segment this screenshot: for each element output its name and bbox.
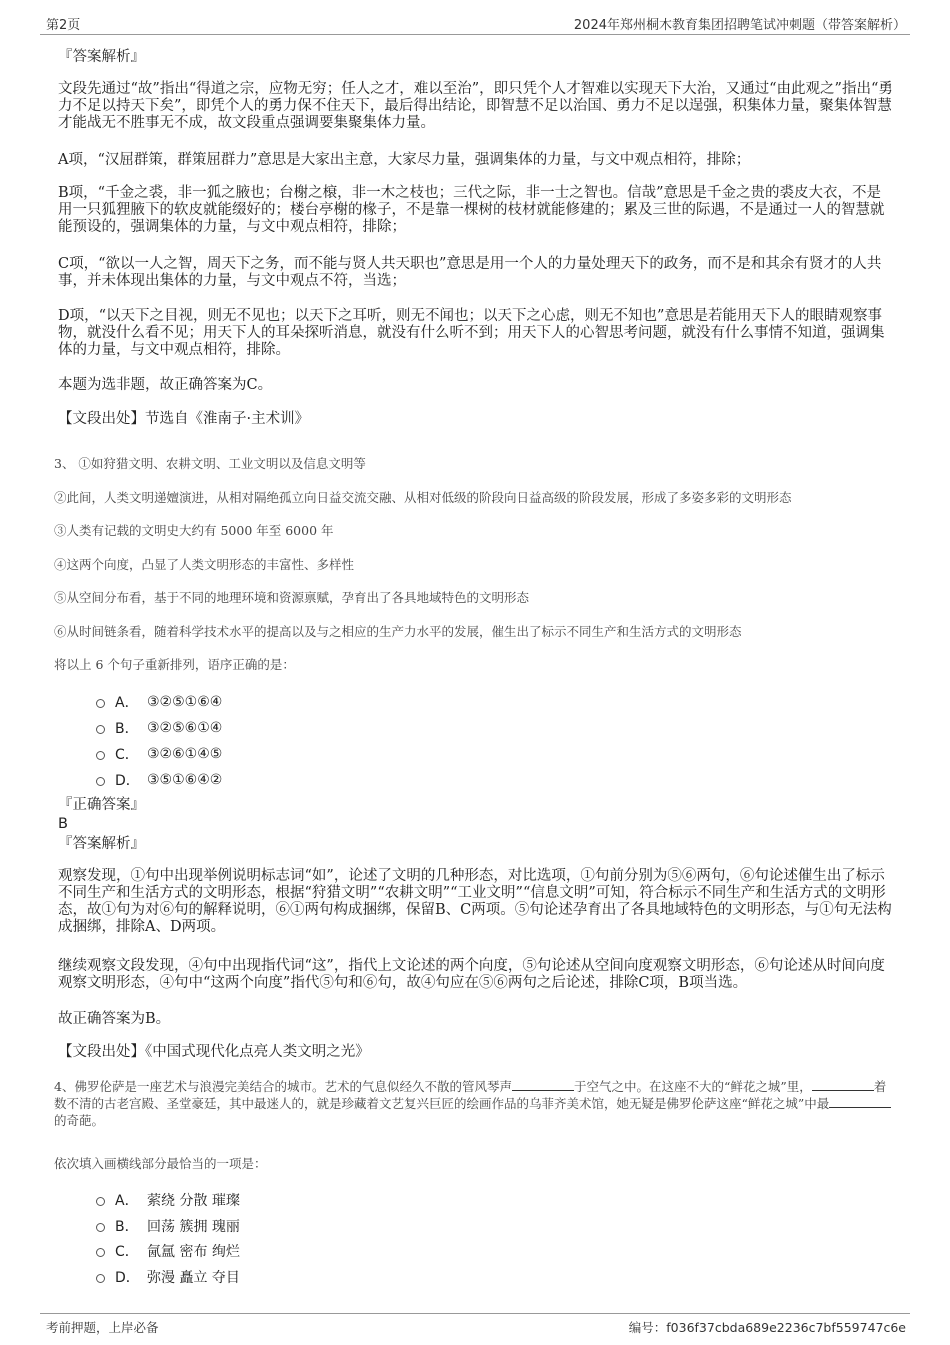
analysis-label: 『答案解析』 [58, 836, 145, 852]
analysis-label: 『答案解析』 [58, 49, 145, 65]
document-code: 编号：f036f37cbda689e2236c7bf559747c6e [628, 1320, 906, 1335]
page-header [40, 14, 910, 35]
analysis-paragraph: 文段先通过“故”指出“得道之宗，应物无穷；任人之才，难以至治”，即只凭个人才智难以实现天下大治，又通过“由此观之”指出“勇力不足以持天下矣”，即凭个人的勇力保不住天下，最后得出结论，即智慧不足以治国、勇力不足以逞强，积集体力量，聚集体智慧才能战无不胜事无不成，故文段重点强调要集聚集体力量。 [58, 81, 893, 131]
fill-blank-3[interactable] [829, 1095, 891, 1108]
q4-option-d[interactable]: D． 弥漫 矗立 夺目 [96, 1267, 240, 1287]
page-number: 第2页 [46, 18, 81, 33]
option-text: 弥漫 矗立 夺目 [147, 1270, 240, 1286]
q4-option-c[interactable]: C． 氤氲 密布 绚烂 [96, 1241, 240, 1261]
radio-button[interactable] [96, 725, 105, 734]
option-text: 萦绕 分散 璀璨 [147, 1193, 240, 1209]
q3-analysis-paragraph-2: 继续观察文段发现，④句中出现指代词“这”，指代上文论述的两个向度，⑤句论述从空间向度观察文明形态，⑥句论述从时间向度观察文明形态，④句中“这两个向度”指代⑤句和⑥句，故④句应在⑤⑥两句之后论述，排除C项，B项当选。 [58, 958, 885, 991]
conclusion: 故正确答案为B。 [58, 1011, 171, 1027]
q3-option-a[interactable]: A． ③②⑤①⑥④ [96, 692, 222, 712]
q4-option-b[interactable]: B． 回荡 簇拥 瑰丽 [96, 1216, 240, 1236]
q3-sentence-1: 3、 ①如狩猎文明、农耕文明、工业文明以及信息文明等 [54, 456, 366, 471]
q3-analysis-paragraph-1: 观察发现，①句中出现举例说明标志词“如”，论述了文明的几种形态，对比选项，①句前分别为⑤⑥两句，⑥句论述催生出了标示不同生产和生活方式的文明形态，根据“狩猎文明”“农耕文明”“工业文明”“信息文明”可知，符合标示不同生产和生活方式的文明形态，故①句为对⑥句的解释说明，⑥①两句构成捆绑，保留B、C两项。⑤句论述孕育出了各具地域特色的文明形态，与①句无法构成捆绑，排除A、D两项。 [58, 868, 892, 935]
radio-button[interactable] [96, 1197, 105, 1206]
fill-blank-1[interactable] [512, 1078, 574, 1091]
q3-sentence-5: ⑤从空间分布看，基于不同的地理环境和资源禀赋，孕育出了各具地域特色的文明形态 [54, 590, 530, 605]
radio-button[interactable] [96, 699, 105, 708]
correct-answer: B [58, 816, 68, 832]
option-text: 氤氲 密布 绚烂 [147, 1244, 240, 1260]
option-text: 回荡 簇拥 瑰丽 [147, 1219, 240, 1235]
radio-button[interactable] [96, 751, 105, 760]
option-text: ③②⑥①④⑤ [147, 746, 223, 762]
radio-button[interactable] [96, 777, 105, 786]
q3-sentence-4: ④这两个向度，凸显了人类文明形态的丰富性、多样性 [54, 557, 355, 572]
document-title: 2024年郑州桐木教育集团招聘笔试冲刺题（带答案解析） [573, 18, 906, 33]
option-text: ③⑤①⑥④② [147, 772, 223, 788]
option-b-explanation: B项，“千金之裘，非一狐之腋也；台榭之榱，非一木之枝也；三代之际，非一士之智也。信哉”意思是千金之贵的裘皮大衣，不是用一只狐狸腋下的软皮就能缀好的；楼台亭榭的椽子，不是靠一棵树的枝材就能修建的；累及三世的际遇，不是通过一人的智慧就能预设的，强调集体的力量，与文中观点相符，排除； [58, 185, 885, 235]
page-footer [40, 1313, 910, 1336]
q3-option-c[interactable]: C． ③②⑥①④⑤ [96, 744, 222, 764]
footer-slogan: 考前押题，上岸必备 [46, 1320, 159, 1335]
option-d-explanation: D项，“以天下之目视，则无不见也；以天下之耳听，则无不闻也；以天下之心虑，则无不知也”意思是若能用天下人的眼睛观察事物，就没什么看不见；用天下人的耳朵探听消息，就没有什么听不到；用天下人的心智思考问题，就没有什么事情不知道，强调集体的力量，与文中观点相符，排除。 [58, 308, 885, 358]
correct-answer-label: 『正确答案』 [58, 797, 145, 813]
q3-option-d[interactable]: D． ③⑤①⑥④② [96, 770, 222, 790]
conclusion: 本题为选非题，故正确答案为C。 [58, 377, 273, 393]
radio-button[interactable] [96, 1248, 105, 1257]
option-c-explanation: C项，“欲以一人之智，周天下之务，而不能与贤人共天职也”意思是用一个人的力量处理天下的政务，而不是和其余有贤才的人共事，并未体现出集体的力量，与文中观点不符，当选； [58, 256, 882, 289]
q3-option-b[interactable]: B． ③②⑤⑥①④ [96, 718, 222, 738]
q3-sentence-6: ⑥从时间链条看，随着科学技术水平的提高以及与之相应的生产力水平的发展，催生出了标示不同生产和生活方式的文明形态 [54, 624, 742, 639]
option-text: ③②⑤⑥①④ [147, 720, 223, 736]
q4-option-a[interactable]: A． 萦绕 分散 璀璨 [96, 1190, 240, 1210]
q3-sentence-3: ③人类有记载的文明史大约有 5000 年至 6000 年 [54, 523, 334, 538]
source-citation: 【文段出处】节选自《淮南子·主术训》 [58, 411, 310, 427]
option-a-explanation: A项，“汉屈群策，群策屈群力”意思是大家出主意，大家尽力量，强调集体的力量，与文中观点相符，排除； [58, 152, 751, 168]
radio-button[interactable] [96, 1274, 105, 1283]
option-text: ③②⑤①⑥④ [147, 694, 223, 710]
q4-prompt: 依次填入画横线部分最恰当的一项是： [54, 1156, 267, 1171]
radio-button[interactable] [96, 1223, 105, 1232]
q3-prompt: 将以上 6 个句子重新排列，语序正确的是： [54, 657, 295, 672]
fill-blank-2[interactable] [812, 1078, 874, 1091]
q3-sentence-2: ②此间，人类文明递嬗演进，从相对隔绝孤立向日益交流交融、从相对低级的阶段向日益高级的阶段发展，形成了多姿多彩的文明形态 [54, 490, 792, 505]
q4-passage: 4、佛罗伦萨是一座艺术与浪漫完美结合的城市。艺术的气息似经久不散的管风琴声 于空气之中。在这座不大的“鲜花之城”里， 着数不清的古老宫殿、圣堂豪廷，其中最迷人的，就是珍藏着文艺复兴巨匠的绘画作品的乌菲齐美术馆，她无疑是佛罗伦萨这座“鲜花之城”中最的奇葩。 [54, 1078, 894, 1129]
source-citation: 【文段出处】《中国式现代化点亮人类文明之光》 [58, 1044, 370, 1060]
